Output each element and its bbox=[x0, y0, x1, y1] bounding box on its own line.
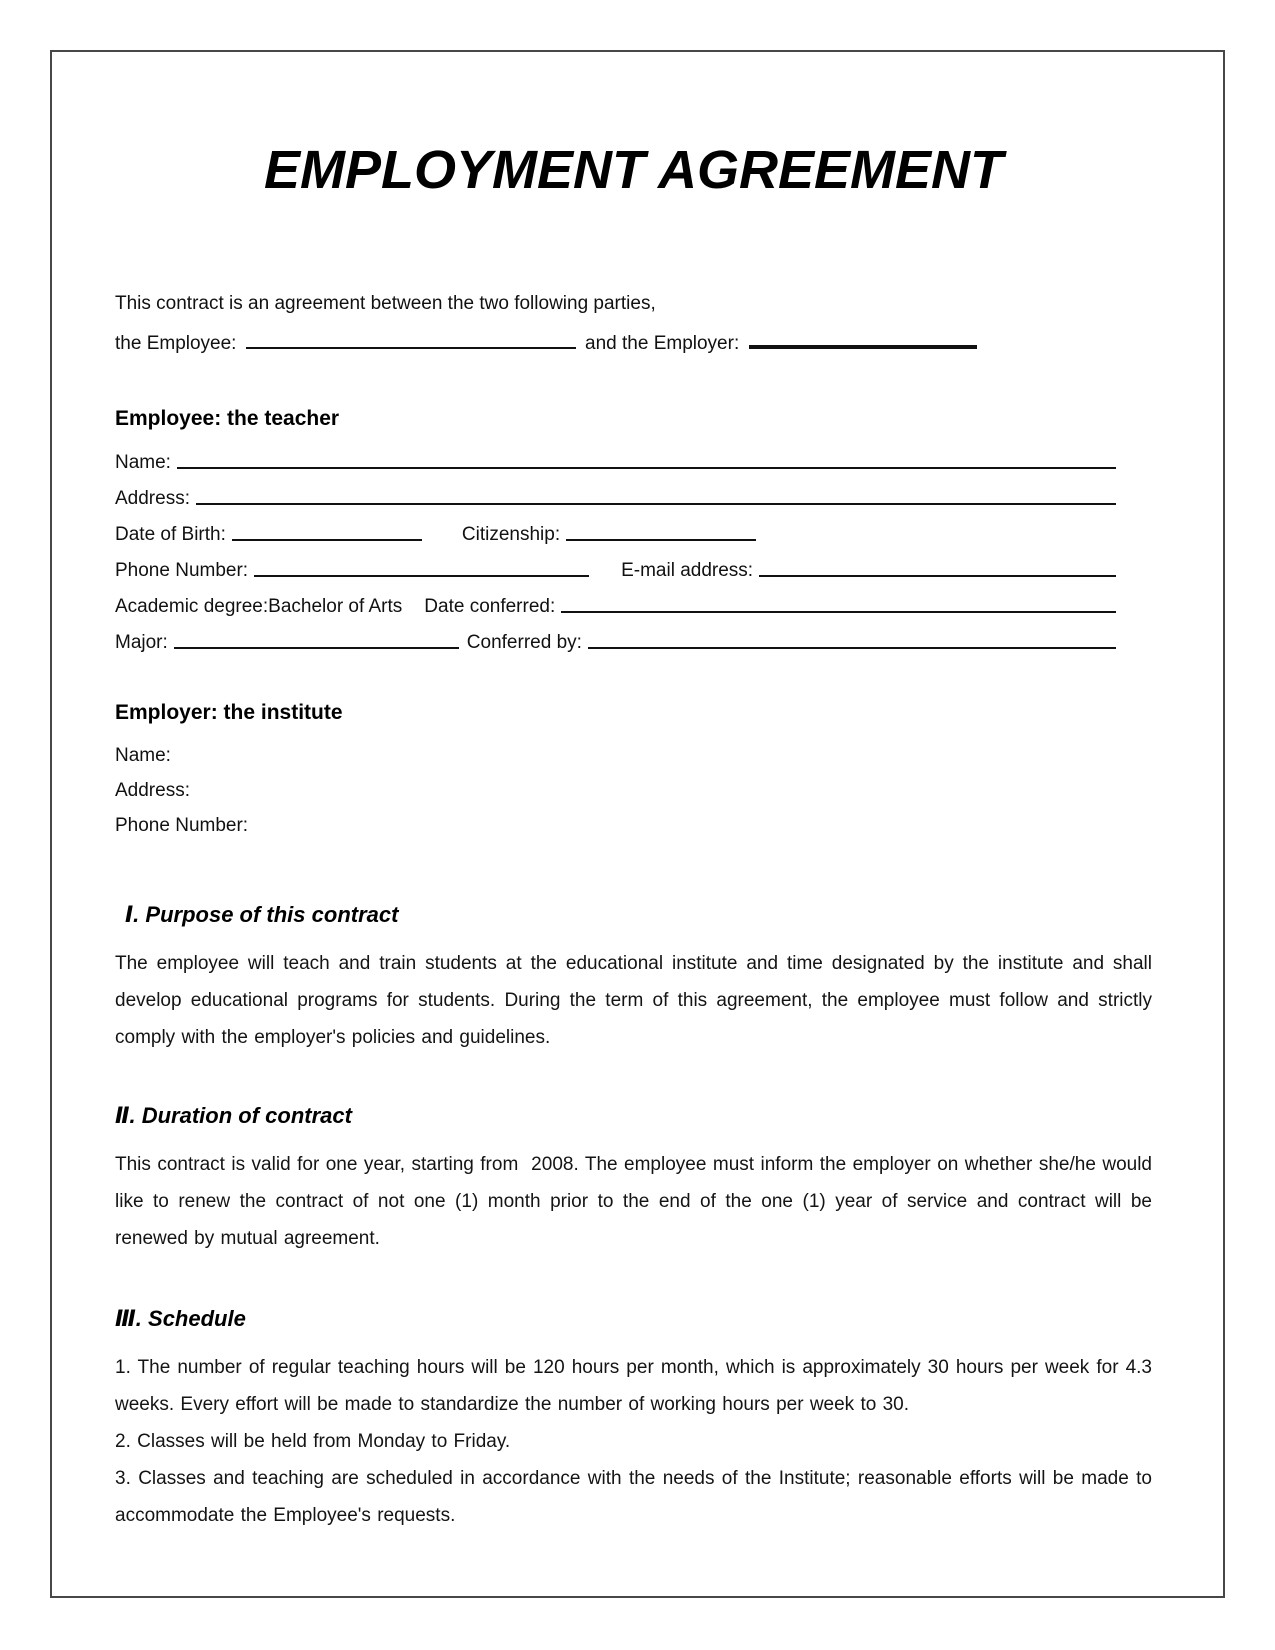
section-1-heading: Ⅰ. Purpose of this contract bbox=[125, 902, 399, 927]
name-blank bbox=[177, 467, 1116, 469]
dob-blank bbox=[232, 539, 422, 541]
major-blank bbox=[174, 647, 459, 649]
citizenship-blank bbox=[566, 539, 756, 541]
section-2-heading: Ⅱ. Duration of contract bbox=[115, 1103, 352, 1128]
employee-form bbox=[115, 444, 1152, 660]
section-2-body: This contract is valid for one year, starting from 2008. The employee must inform the employer on whether she/he would like to renew the contract of not one (1) month prior to the end of the one (1) year of service and contract will be renewed by mutual agreement. bbox=[115, 1154, 1152, 1249]
citizenship-label: Citizenship: bbox=[461, 524, 561, 545]
employer-form bbox=[115, 738, 1152, 843]
section-1-body: The employee will teach and train students at the educational institute and time designated by the institute and shall develop educational programs for students. During the term of this agreement, the employee must follow and strictly comply with the employer's policies and guidelines. bbox=[115, 953, 1152, 1048]
document-content bbox=[52, 140, 1223, 1534]
degree-label: Academic degree: bbox=[115, 596, 269, 617]
schedule-item-3: 3. Classes and teaching are scheduled in accordance with the needs of the Institute; reasonable efforts will be made to accommodate the Employee's requests. bbox=[115, 1468, 1152, 1526]
date-conferred-label: Date conferred: bbox=[424, 596, 556, 617]
conferred-by-blank bbox=[588, 647, 1116, 649]
address-blank bbox=[196, 503, 1116, 505]
dob-label: Date of Birth: bbox=[115, 524, 226, 545]
name-label: Name: bbox=[115, 452, 171, 473]
email-blank bbox=[759, 575, 1116, 577]
schedule-item-2: 2. Classes will be held from Monday to Friday. bbox=[115, 1431, 511, 1452]
form-row-phone-email bbox=[115, 552, 1152, 588]
phone-blank bbox=[254, 575, 589, 577]
form-row-name bbox=[115, 444, 1152, 480]
employer-address-label: Address: bbox=[115, 780, 190, 801]
intro-employee-label: the Employee: bbox=[115, 333, 237, 354]
employee-section-heading: Employee: the teacher bbox=[115, 407, 340, 430]
document-title: EMPLOYMENT AGREEMENT bbox=[263, 140, 1004, 200]
form-row-major-conferredby bbox=[115, 624, 1152, 660]
date-conferred-blank bbox=[561, 611, 1116, 613]
major-label: Major: bbox=[115, 632, 168, 653]
conferred-by-label: Conferred by: bbox=[466, 632, 582, 653]
degree-value: Bachelor of Arts bbox=[268, 596, 403, 617]
section-3-list bbox=[115, 1349, 1152, 1534]
employer-name-label: Name: bbox=[115, 745, 171, 766]
intro-line-2 bbox=[115, 324, 1152, 364]
address-label: Address: bbox=[115, 488, 190, 509]
form-row-dob-citizenship bbox=[115, 516, 1152, 552]
form-row-degree-conferred bbox=[115, 588, 1152, 624]
intro-employee-blank bbox=[246, 345, 576, 349]
phone-label: Phone Number: bbox=[115, 560, 249, 581]
page-border-frame bbox=[50, 50, 1225, 1598]
intro-line-1: This contract is an agreement between the two following parties, bbox=[115, 293, 656, 314]
employer-phone-label: Phone Number: bbox=[115, 815, 249, 836]
intro-paragraph bbox=[115, 284, 1152, 364]
intro-employer-label: and the Employer: bbox=[585, 333, 740, 354]
form-row-address bbox=[115, 480, 1152, 516]
section-3-heading: Ⅲ. Schedule bbox=[115, 1306, 246, 1331]
email-label: E-mail address: bbox=[621, 560, 754, 581]
schedule-item-1: 1. The number of regular teaching hours will be 120 hours per month, which is approximately 30 hours per week for 4.3 weeks. Every effort will be made to standardize the number of working hours per week to 30. bbox=[115, 1357, 1152, 1415]
employer-section-heading: Employer: the institute bbox=[115, 701, 343, 724]
intro-employer-blank bbox=[749, 343, 977, 349]
